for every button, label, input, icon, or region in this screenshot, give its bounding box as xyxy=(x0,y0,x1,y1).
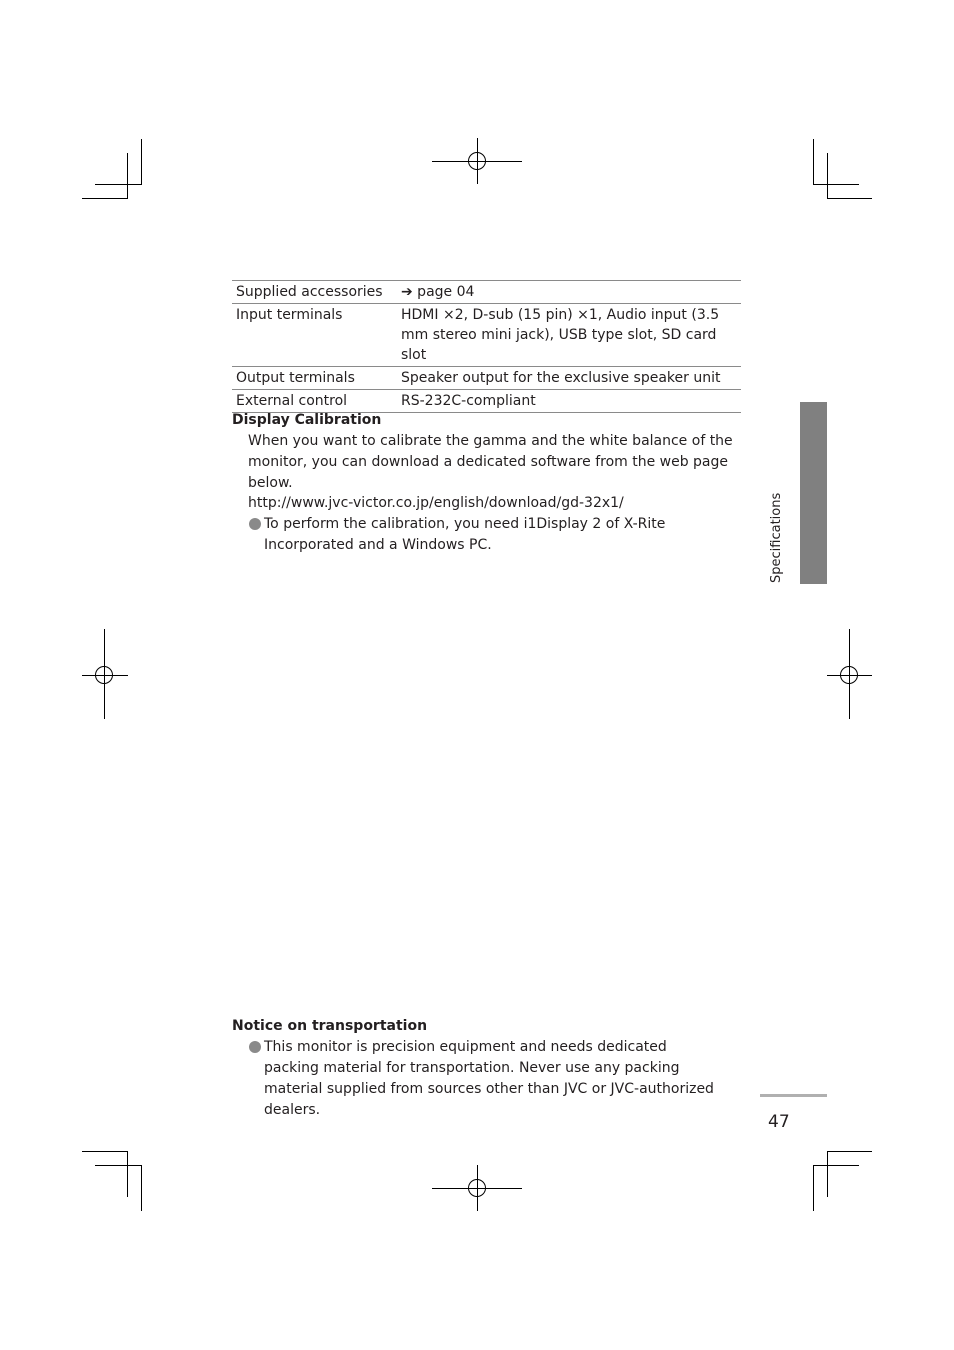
download-url: http://www.jvc-victor.co.jp/english/download/gd-32x1/ xyxy=(248,495,624,511)
row-value: Speaker output for the exclusive speaker unit xyxy=(397,367,741,390)
section-heading: Display Calibration xyxy=(232,412,382,428)
row-value: ➔ page 04 xyxy=(397,281,741,304)
page-number-rule xyxy=(760,1094,827,1097)
row-label: Supplied accessories xyxy=(232,281,397,304)
spec-table xyxy=(232,280,741,413)
row-value: HDMI ×2, D-sub (15 pin) ×1, Audio input (3.5 mm stereo mini jack), USB type slot, SD card slot xyxy=(397,304,741,367)
row-label: Output terminals xyxy=(232,367,397,390)
calibration-body: When you want to calibrate the gamma and the white balance of the monitor, you can download a dedicated software from the web page below. xyxy=(248,433,733,491)
table-row xyxy=(232,281,741,304)
page-number: 47 xyxy=(768,1112,790,1132)
bullet-icon xyxy=(249,518,261,530)
arrow-icon: ➔ xyxy=(401,284,413,300)
table-row xyxy=(232,304,741,367)
list-item: This monitor is precision equipment and needs dedicated packing material for transportation. Never use any packing material supplied from sources other than JVC or JVC-authorized dealers. xyxy=(249,1037,719,1121)
table-row xyxy=(232,367,741,390)
section-tab xyxy=(800,402,827,584)
bullet-icon xyxy=(249,1041,261,1053)
row-label: External control xyxy=(232,390,397,413)
row-value: RS-232C-compliant xyxy=(397,390,741,413)
section-heading: Notice on transportation xyxy=(232,1018,428,1034)
row-label: Input terminals xyxy=(232,304,397,367)
section-tab-label: Specifications xyxy=(769,492,784,583)
list-item: To perform the calibration, you need i1Display 2 of X-Rite Incorporated and a Windows PC. xyxy=(249,514,741,556)
